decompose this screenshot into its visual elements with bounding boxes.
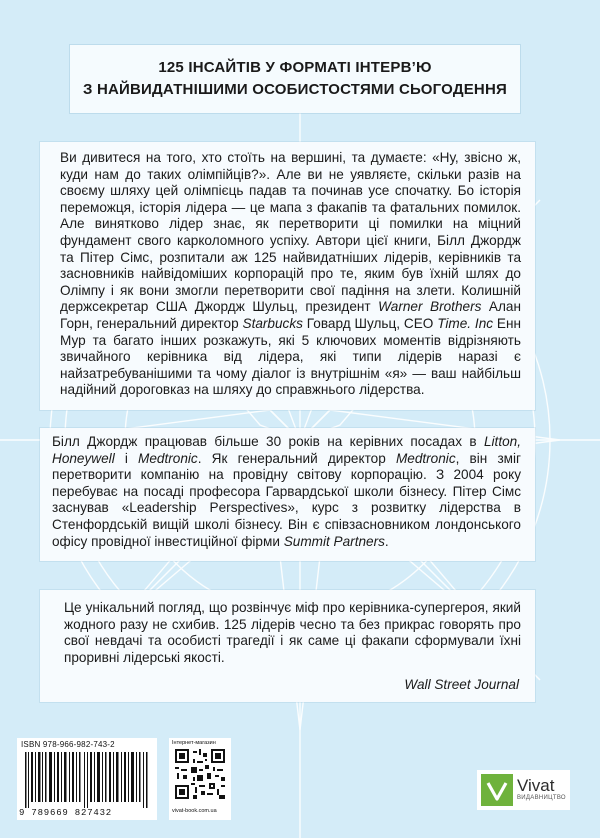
bio-text-part: . — [384, 533, 389, 549]
company-name: Starbucks — [242, 315, 303, 331]
author-bio-block — [40, 428, 535, 561]
review-block — [40, 590, 535, 702]
barcode-bars-icon — [23, 752, 153, 808]
company-name: Litton, Honeywell — [52, 434, 521, 466]
qr-code-panel — [169, 738, 231, 820]
company-name: Medtronic — [138, 450, 198, 466]
barcode — [17, 738, 157, 820]
isbn-label: ISBN 978-966-982-743-2 — [21, 740, 115, 749]
bio-text-part: Білл Джордж працював більше 30 років на керівних посадах в — [52, 434, 484, 449]
company-name: Time. Inc — [437, 315, 494, 331]
bio-text-part: . Як генеральний директор — [197, 450, 396, 466]
bio-text-part: і — [114, 450, 139, 466]
qr-code-icon — [175, 749, 225, 799]
review-quote: Це унікальний погляд, що розвінчує міф про керівника-супергероя, який жодного разу не схибив. 125 лідерів чесно та без прикрас говорять про свої невдачі та особисті трагедії і як саме ці факапи сформували їхні проривні лідерські якості. — [64, 600, 521, 665]
review-source: Wall Street Journal — [404, 677, 519, 692]
headline-line-1: 125 ІНСАЙТІВ У ФОРМАТІ ІНТЕРВ’Ю — [158, 59, 432, 76]
vivat-logo-icon — [481, 774, 513, 806]
publisher-text — [517, 777, 566, 803]
author-bio-text — [52, 434, 521, 550]
description-text-part: Алан Горн, генеральний директор — [60, 299, 521, 331]
publisher-name: Vivat — [517, 776, 555, 795]
description-text-part: Говард Шульц, CEO — [302, 315, 438, 331]
headline-box — [70, 45, 520, 113]
bio-text-part: , він зміг перетворити компанію на провідну світову корпорацію. З 2004 року перебуває на посаді професора Гарвардської школи бізнесу. Пітер Сімс заснував «Leadership Perspectives», курс з розвитку лідерства в Стенфордській вищій школі бізнесу. Він є співзасновником лондонського офісу провідної інвестиційної фірми — [52, 450, 522, 549]
description-text-part: Енн Мур та багато інших розкажуть, які 5 ключових моментів відрізняють звичайного керівника від лідера, які типи лідерів наразі є найзатребуванішими та чому діалог із внутрішнім «я» — ваш найбільш надійний дороговказ на шляху до справжнього лідерства. — [60, 315, 522, 398]
company-name: Medtronic — [395, 450, 456, 466]
company-name: Summit Partners — [283, 533, 385, 549]
description-text-part: Ви дивитеся на того, хто стоїть на вершині, та думаєте: «Ну, звісно ж, куди нам до таких олімпійців?». Але ви не уявляєте, скільки разів на своєму шляху цей олімпієць падав та починав усе спочатку. Бо історія переможця, історія лідера — це мапа з факапів та фатальних помилок. Але винятково лідер знає, як перетворити ці помилки на міцний фундамент свого карколомного успіху. Автори цієї книги, Білл Джордж та Пітер Сімс, розпитали аж 125 найвидатніших лідерів, керівників та засновників найвідоміших корпорацій про те, яким був їхній шлях до Олімпу і як вони змогли перетворити свої падіння на злети. Колишній держсекретар США Джордж Шульц, президент — [60, 150, 521, 315]
publisher-logo — [477, 770, 570, 810]
description-block — [40, 142, 535, 410]
barcode-digits: 9 789669 827432 — [19, 808, 113, 818]
publisher-subtitle: ВИДАВНИЦТВО — [517, 795, 566, 801]
company-name: Warner Brothers — [378, 299, 482, 315]
qr-bottom-label: vivat-book.com.ua — [172, 808, 217, 814]
description-text — [60, 150, 521, 399]
qr-top-label: Інтернет-магазин — [172, 740, 216, 746]
headline-line-2: З НАЙВИДАТНІШИМИ ОСОБИСТОСТЯМИ СЬОГОДЕННЯ — [83, 81, 507, 98]
